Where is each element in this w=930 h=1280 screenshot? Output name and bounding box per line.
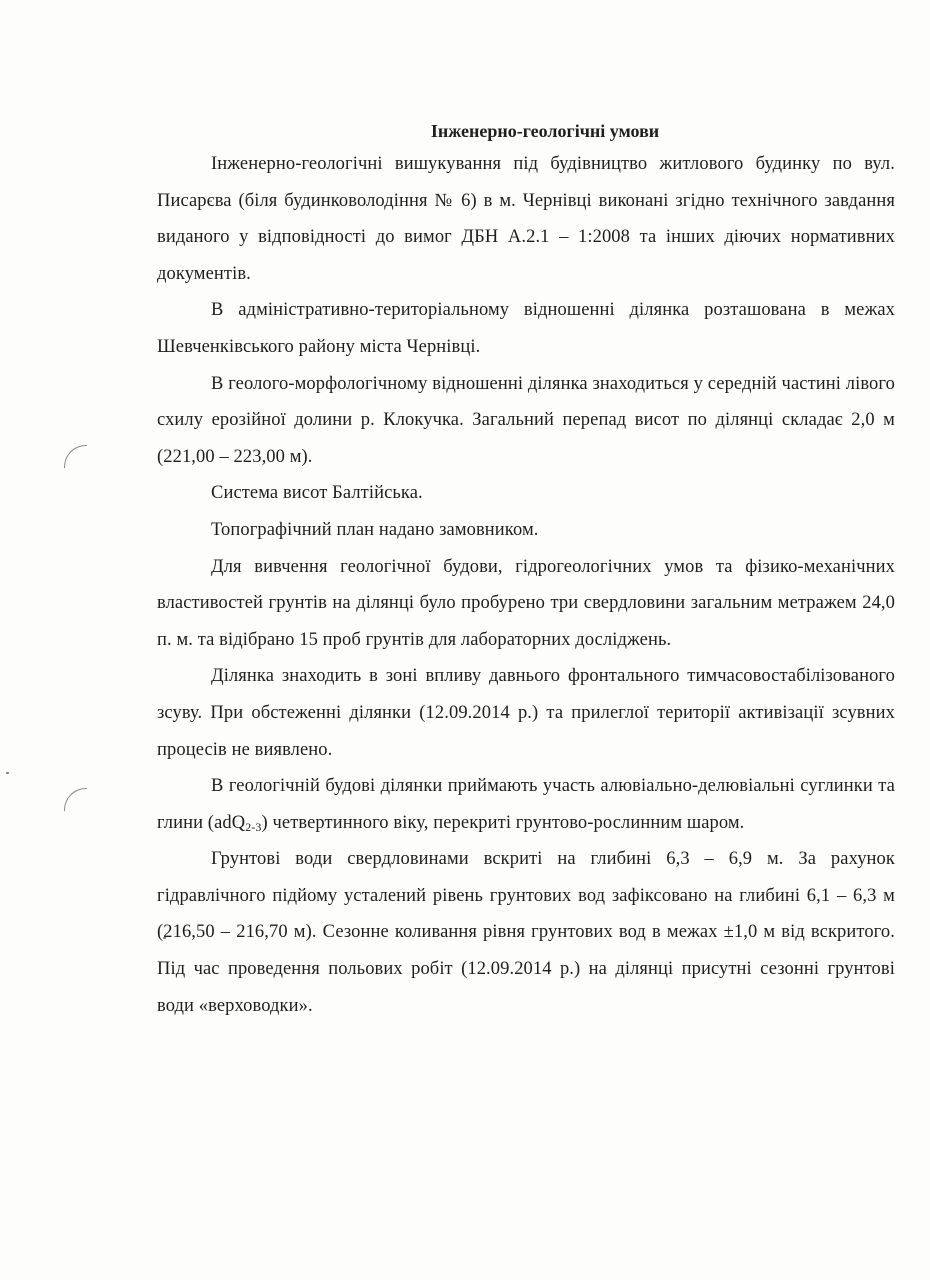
geology-text-start: В геологічній будові ділянки приймають участь алювіально-делювіальні суглинки та глини (adQ — [157, 776, 895, 833]
hole-punch-mark — [64, 788, 87, 811]
paragraph-groundwater: Грунтові води свердловинами вскриті на глибині 6,3 – 6,9 м. За рахунок гідравлічного підйому усталений рівень грунтових вод зафіксовано на глибині 6,1 – 6,3 м (216,50 – 216,70 м). Сезонне коливання рівня грунтових вод в межах ±1,0 м від вскритого. Під час проведення польових робіт (12.09.2014 р.) на ділянці присутні сезонні грунтові води «верховодки». — [157, 849, 895, 1016]
paragraph-survey-intro: Інженерно-геологічні вишукування під будівництво житлового будинку по вул. Писарєва (біля будинковолодіння № 6) в м. Чернівці виконані згідно технічного завдання виданого у відповідності до вимог ДБН А.2.1 – 1:2008 та інших діючих нормативних документів. — [157, 154, 895, 284]
paragraph-landslide: Ділянка знаходить в зоні впливу давнього фронтального тимчасовостабілізованого зсуву. При обстеженні ділянки (12.09.2014 р.) та прилеглої території активізації зсувних процесів не виявлено. — [157, 666, 895, 760]
paragraph-topographic-plan: Топографічний план надано замовником. — [211, 519, 539, 540]
paragraph-geomorphology: В геолого-морфологічному відношенні ділянка знаходиться у середній частині лівого схилу ерозійної долини р. Клокучка. Загальний перепад висот по ділянці складає 2,0 м (221,00 – 223,00 м). — [157, 373, 895, 467]
hole-punch-mark — [64, 445, 87, 468]
geology-text-end: ) четвертинного віку, перекриті грунтово-рослинним шаром. — [261, 812, 745, 833]
paragraph-geology — [157, 768, 895, 841]
document-title: Інженерно-геологічні умови — [430, 121, 660, 141]
paragraph-height-system: Система висот Балтійська. — [211, 483, 423, 504]
paragraph-administrative-location: В адміністративно-територіальному відношенні ділянка розташована в межах Шевченківського району міста Чернівці. — [157, 300, 895, 357]
scan-speck — [6, 772, 9, 774]
paragraph-drilling: Для вивчення геологічної будови, гідрогеологічних умов та фізико-механічних властивостей грунтів на ділянці було пробурено три свердловини загальним метражем 24,0 п. м. та відібрано 15 проб грунтів для лабораторних досліджень. — [157, 556, 895, 650]
geology-age-subscript: 2-3 — [245, 819, 262, 834]
document-body — [157, 116, 895, 1024]
